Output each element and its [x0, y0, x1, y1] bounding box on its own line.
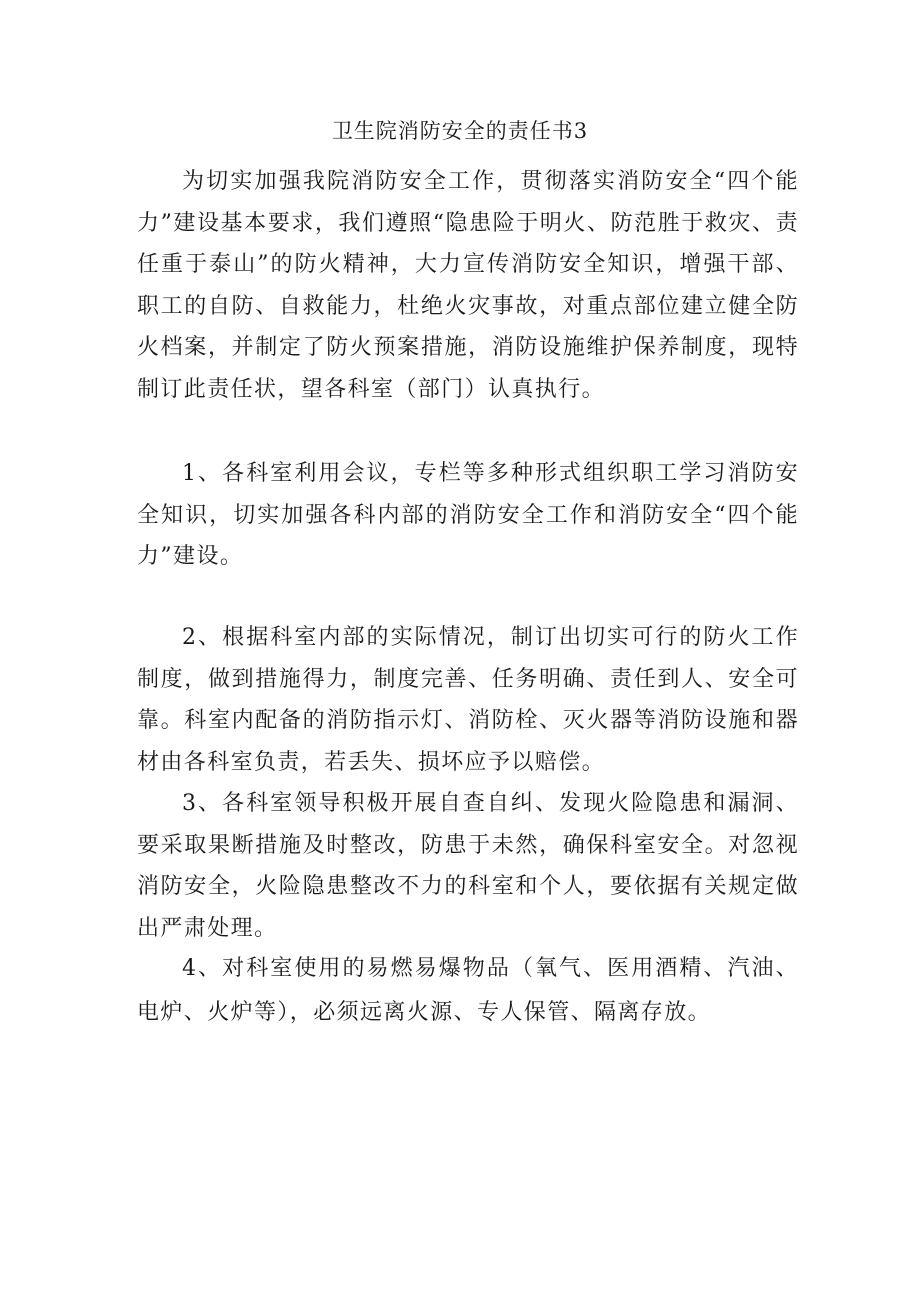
intro-paragraph: 为切实加强我院消防安全工作，贯彻落实消防安全“四个能力”建设基本要求，我们遵照“隐患险于明火、防范胜于救灾、责任重于泰山”的防火精神，大力宣传消防安全知识，增强干部、职工的自防、自救能力，杜绝火灾事故，对重点部位建立健全防火档案，并制定了防火预案措施，消防设施维护保养制度，现特制订此责任状，望各科室（部门）认真执行。 — [137, 169, 799, 402]
document-title: 卫生院消防安全的责任书3 — [331, 119, 589, 143]
clause-4-paragraph: 4、对科室使用的易燃易爆物品（氧气、医用酒精、汽油、电炉、火炉等），必须远离火源、专人保管、隔离存放。 — [137, 956, 799, 1025]
clause-1-paragraph: 1、各科室利用会议，专栏等多种形式组织职工学习消防安全知识，切实加强各科内部的消防安全工作和消防安全“四个能力”建设。 — [137, 461, 799, 569]
clause-3-paragraph: 3、各科室领导积极开展自查自纠、发现火险隐患和漏洞、要采取果断措施及时整改，防患于未然，确保科室安全。对忽视消防安全，火险隐患整改不力的科室和个人，要依据有关规定做出严肃处理。 — [137, 791, 799, 941]
clause-2-paragraph: 2、根据科室内部的实际情况，制订出切实可行的防火工作制度，做到措施得力，制度完善、任务明确、责任到人、安全可靠。科室内配备的消防指示灯、消防栓、灭火器等消防设施和器材由各科室负责，若丢失、损坏应予以赔偿。 — [137, 625, 799, 775]
